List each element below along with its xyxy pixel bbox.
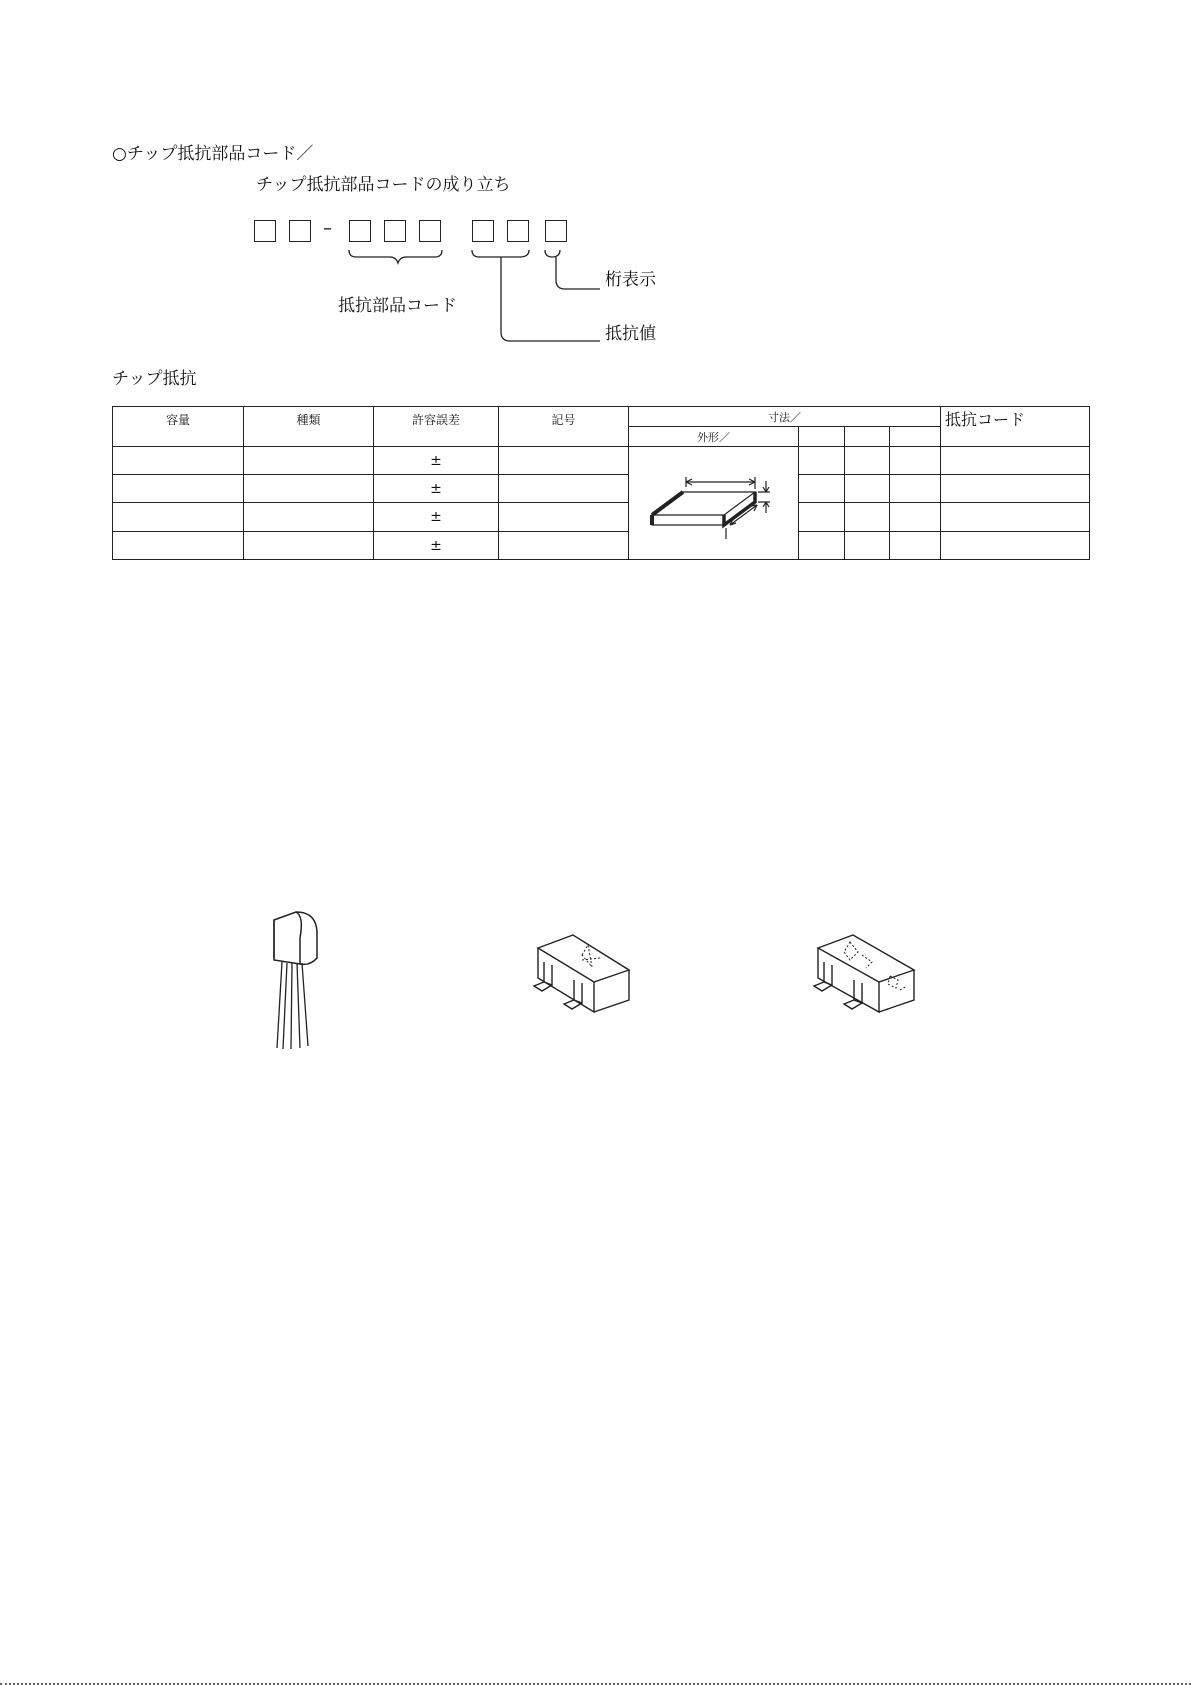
cell-capacity xyxy=(113,503,244,532)
cell-capacity xyxy=(113,447,244,475)
cell-dim xyxy=(890,475,941,503)
cell-dim xyxy=(799,503,845,532)
cell-type xyxy=(244,503,374,532)
section-title: ○チップ抵抗部品コード／ xyxy=(112,144,314,164)
cell-symbol xyxy=(499,503,629,532)
cell-tolerance: ± xyxy=(374,475,499,503)
header-dim-cell xyxy=(845,427,890,447)
cell-dim xyxy=(845,447,890,475)
cell-dim xyxy=(845,475,890,503)
cell-dim xyxy=(890,447,941,475)
header-dimensions: 寸法／ xyxy=(629,407,941,427)
cell-type xyxy=(244,475,374,503)
cell-dim xyxy=(799,475,845,503)
chip-resistor-title: チップ抵抗 xyxy=(112,369,197,389)
label-value: 抵抗値 xyxy=(605,324,656,344)
sot23-package-icon xyxy=(530,930,635,1025)
header-dim-cell xyxy=(890,427,941,447)
cell-dim xyxy=(890,532,941,560)
cell-tolerance: ± xyxy=(374,503,499,532)
cell-symbol xyxy=(499,532,629,560)
to92-package-icon xyxy=(260,908,330,1053)
header-type: 種類 xyxy=(244,407,374,447)
cell-dim xyxy=(799,447,845,475)
cell-dim xyxy=(890,503,941,532)
cell-code xyxy=(941,447,1090,475)
cell-tolerance: ± xyxy=(374,447,499,475)
cell-symbol xyxy=(499,475,629,503)
cell-code xyxy=(941,503,1090,532)
code-dash: – xyxy=(323,218,332,239)
cell-dim xyxy=(845,503,890,532)
header-tolerance: 許容誤差 xyxy=(374,407,499,447)
cell-dim xyxy=(845,532,890,560)
table-row xyxy=(113,475,1090,503)
chip-resistor-outline-icon xyxy=(629,447,799,559)
header-resistor-code: 抵抗コード xyxy=(941,407,1090,447)
cell-type xyxy=(244,532,374,560)
table-row xyxy=(113,532,1090,560)
cell-symbol xyxy=(499,447,629,475)
table-row xyxy=(113,447,1090,475)
header-outline: 外形／ xyxy=(629,427,799,447)
cell-dim xyxy=(799,532,845,560)
chip-resistor-table xyxy=(112,406,1090,560)
header-symbol: 記号 xyxy=(499,407,629,447)
sot89-package-icon xyxy=(810,930,922,1025)
cell-capacity xyxy=(113,532,244,560)
cell-capacity xyxy=(113,475,244,503)
cell-outline xyxy=(629,447,799,560)
section-subtitle: チップ抵抗部品コードの成り立ち xyxy=(256,175,511,195)
header-dim-cell xyxy=(799,427,845,447)
label-part-code: 抵抗部品コード xyxy=(338,296,457,316)
cell-type xyxy=(244,447,374,475)
cell-code xyxy=(941,532,1090,560)
table-row xyxy=(113,503,1090,532)
label-digits: 桁表示 xyxy=(605,270,656,290)
cell-tolerance: ± xyxy=(374,532,499,560)
header-capacity: 容量 xyxy=(113,407,244,447)
cell-code xyxy=(941,475,1090,503)
